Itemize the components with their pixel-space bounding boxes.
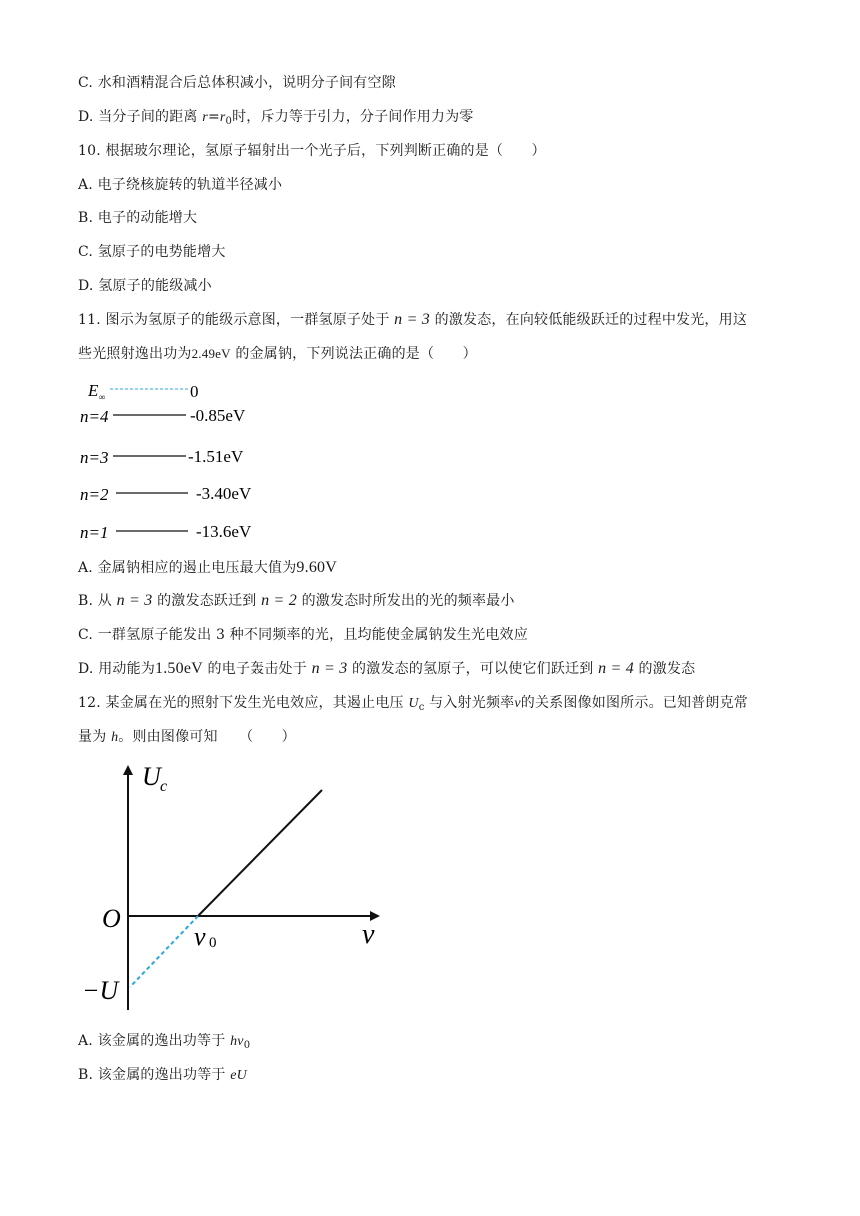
level-4-label: n=4 — [80, 407, 109, 426]
q11-stem-line2 — [78, 344, 477, 364]
q11-stem-line2-pre: 些光照射逸出功为 — [78, 346, 192, 362]
q12-stem-u: U — [408, 696, 419, 711]
q11-option-d-post: 的激发态 — [633, 661, 696, 677]
q11-stem-line2-post: 的金属钠，下列说法正确的是（ ） — [230, 346, 477, 362]
q12-stem-h: h — [111, 730, 119, 745]
q11-option-d-pre: D. 用动能为 — [78, 661, 156, 677]
q12-option-a-value: hν — [230, 1034, 244, 1049]
q11-option-a-value: 9.60V — [296, 559, 337, 576]
q9-option-d-r0: r — [219, 110, 226, 125]
graph-dashed-extension — [130, 916, 198, 987]
q11-stem-n3: n = 3 — [394, 311, 430, 328]
level-3-label: n=3 — [80, 448, 109, 467]
q11-stem-pre: 11. 图示为氢原子的能级示意图，一群氢原子处于 — [78, 312, 395, 328]
q11-option-d-n4: n = 4 — [598, 660, 634, 677]
q11-option-a — [78, 558, 337, 578]
level-1-value: -13.6eV — [196, 522, 252, 541]
q11-option-b-post: 的激发态时所发出的光的频率最小 — [296, 593, 515, 609]
q10-option-b — [78, 208, 197, 228]
e-inf-sub: ∞ — [99, 392, 106, 402]
q9-option-d-eq: = — [207, 109, 220, 125]
q12-option-a-pre: A. 该金属的逸出功等于 — [78, 1033, 231, 1049]
q10-stem-text: 10. 根据玻尔理论，氢原子辐射出一个光子后，下列判断正确的是（ ） — [78, 143, 546, 159]
q12-stem-pre: 12. 某金属在光的照射下发生光电效应，其遏止电压 — [78, 695, 409, 711]
q12-option-a — [78, 1031, 250, 1056]
q11-work-function: 2.49eV — [191, 346, 231, 361]
q12-option-b-value: eU — [230, 1068, 247, 1083]
q9-option-c-text: C. 水和酒精混合后总体积减小，说明分子间有空隙 — [78, 75, 396, 91]
q10-stem — [78, 141, 546, 161]
level-2-label: n=2 — [80, 485, 109, 504]
level-3-value: -1.51eV — [188, 447, 244, 466]
q9-option-d-r: r — [202, 110, 208, 125]
y-intercept-label: −U — [82, 976, 119, 1005]
y-axis-label: U — [142, 762, 161, 791]
q12-stem-u-sub: c — [418, 702, 425, 713]
q11-option-b-mid: 的激发态跃迁到 — [152, 593, 262, 609]
q9-option-d-r0-sub: 0 — [225, 116, 233, 127]
q12-option-b-pre: B. 该金属的逸出功等于 — [78, 1067, 231, 1083]
q12-stem — [78, 693, 748, 718]
level-1-label: n=1 — [80, 523, 109, 542]
e-inf-value: 0 — [190, 382, 199, 401]
q9-option-d-post: 时，斥力等于引力，分子间作用力为零 — [232, 109, 474, 125]
q12-stem-post: 的关系图像如图所示。已知普朗克常 — [520, 695, 748, 711]
q12-stem-line2-post: 。则由图像可知 （ ） — [118, 729, 296, 745]
q10-option-a — [78, 175, 282, 195]
q9-option-d-pre: D. 当分子间的距离 — [78, 109, 203, 125]
q11-option-c — [78, 625, 528, 645]
q11-option-d-n3: n = 3 — [311, 660, 348, 677]
graph-solid-line — [198, 790, 322, 916]
q11-option-d — [78, 659, 695, 679]
q10-option-a-text: A. 电子绕核旋转的轨道半径减小 — [78, 177, 283, 193]
q10-option-d — [78, 276, 212, 296]
q11-option-b-n3: n = 3 — [116, 592, 153, 609]
q11-stem-post: 的激发态，在向较低能级跃迁的过程中发光，用这 — [429, 312, 748, 328]
level-2-value: -3.40eV — [196, 484, 252, 503]
q12-stem-line2-pre: 量为 — [78, 729, 112, 745]
q11-option-b — [78, 591, 515, 611]
level-4-value: -0.85eV — [190, 406, 246, 425]
q12-option-a-sub: 0 — [243, 1040, 251, 1051]
stopping-voltage-graph — [78, 755, 398, 1020]
q10-option-d-text: D. 氢原子的能级减小 — [78, 278, 212, 294]
q10-option-c — [78, 242, 226, 262]
x-axis-label: ν — [362, 919, 375, 950]
q11-option-d-mid: 的电子轰击处于 — [202, 661, 312, 677]
origin-label: O — [102, 904, 121, 933]
x-intercept-label: ν — [194, 922, 206, 951]
q11-option-a-pre: A. 金属钠相应的遏止电压最大值为 — [78, 560, 297, 576]
q11-option-b-pre: B. 从 — [78, 593, 117, 609]
q12-stem-mid: 与入射光频率 — [424, 695, 515, 711]
y-axis-sub: c — [160, 778, 168, 795]
q9-option-c — [78, 73, 396, 93]
energy-level-diagram — [78, 374, 298, 546]
x-intercept-sub: 0 — [209, 935, 217, 951]
q11-option-d-value: 1.50eV — [155, 660, 203, 677]
q10-option-b-text: B. 电子的动能增大 — [78, 210, 198, 226]
q9-option-d — [78, 107, 474, 132]
q11-option-d-mid2: 的激发态的氢原子，可以使它们跃迁到 — [347, 661, 599, 677]
q11-stem — [78, 310, 747, 330]
q10-option-c-text: C. 氢原子的电势能增大 — [78, 244, 226, 260]
q12-option-b — [78, 1065, 247, 1086]
q11-option-b-n2: n = 2 — [261, 592, 297, 609]
q11-option-c-text: C. 一群氢原子能发出 3 种不同频率的光，且均能使金属钠发生光电效应 — [78, 627, 528, 643]
q12-stem-line2 — [78, 727, 296, 748]
q12-stem-nu: ν — [514, 696, 521, 711]
e-inf-label: E — [88, 381, 99, 400]
